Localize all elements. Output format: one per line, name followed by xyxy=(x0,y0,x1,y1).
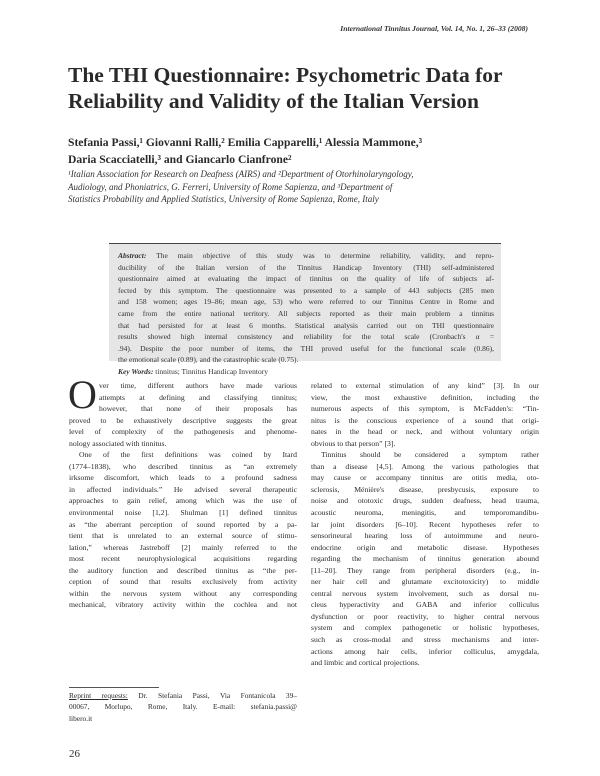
body-line: actions among hair cells, inferior colliculus, amygdala, xyxy=(311,646,539,656)
body-line: noise and ototoxic drugs, sudden deafness, head trauma, xyxy=(311,496,539,506)
body-line: approaches to gain relief, among which was the use of xyxy=(69,496,297,506)
affiliation-line: Statistics Probability and Applied Statistics, University of Rome Sapienza, Rome, Italy xyxy=(68,194,379,205)
body-line: system and complex pathogenetic or holistic hypotheses, xyxy=(311,623,539,633)
body-line: dysfunction or poor reactivity, to higher central nervous xyxy=(311,611,539,621)
body-line: lar joint disorders [6–10]. Recent hypotheses refer to xyxy=(311,519,539,529)
footnote-text: Dr. Stefania Passi, Via Fontanicola 39– xyxy=(127,691,297,700)
body-line: related to external stimulation of any kind” [3]. In our xyxy=(311,381,539,390)
authors-line: Daria Scacciatelli,³ and Giancarlo Cianfrone² xyxy=(68,153,292,166)
abstract-line: came from the entire national territory. All subjects reported as their main problem a tinnitus xyxy=(118,308,494,318)
footnote-line: libero.it xyxy=(69,713,93,723)
body-line: regarding the mechanism of tinnitus generation abound xyxy=(311,554,539,564)
keywords: tinnitus; Tinnitus Handicap Inventory xyxy=(155,366,268,376)
body-line: however, that none of their proposals has xyxy=(99,404,297,414)
abstract-line: and 158 women; ages 19–86; mean age, 53) who were referred to our Tinnitus Centre in Rome and xyxy=(118,297,494,307)
body-line: ver time, different authors have made various xyxy=(99,381,297,390)
abstract-text: The main objective of this study was to determine reliability, validity, and repro- xyxy=(156,251,494,260)
body-line: tient that is unrelated to an external source of stimu- xyxy=(69,531,297,541)
footnote xyxy=(69,690,297,724)
body-line: cleus hyperactivity and GABA and inferior colliculus xyxy=(311,600,539,610)
affiliation-line: ¹Italian Association for Research on Deafness (AIRS) and ²Department of Otorhinolaryngology, xyxy=(68,169,414,179)
author-list xyxy=(68,134,538,168)
footnote-line xyxy=(69,690,297,701)
footnote-line: 00067, Morlupo, Rome, Italy. E-mail: stefania.passi@ xyxy=(69,702,297,712)
body-line: obvious to that person” [3]. xyxy=(311,438,396,448)
body-line: attempts at defining and classifying tinnitus; xyxy=(99,392,297,402)
body-line: mechanical, vibratory activity within the cochlea and not xyxy=(69,600,297,610)
footnote-label: Reprint requests: xyxy=(69,691,128,700)
body-line: environmental noise [1,2]. Shulman [1] defined tinnitus xyxy=(69,508,297,518)
body-line: central nervous system involvement, such as dorsal nu- xyxy=(311,588,539,598)
body-line: nitus is the conscious experience of a sound that origi- xyxy=(311,415,539,425)
affiliation-line: Audiology, and Phoniatrics, G. Ferreri, University of Rome Sapienza, and ³Department of xyxy=(68,181,393,192)
footnote-rule xyxy=(69,687,159,688)
body-line: sensorineural hearing loss of autoimmune and neuro- xyxy=(311,531,539,541)
body-line: within the nervous system without any corresponding xyxy=(69,588,297,598)
keywords-line xyxy=(118,366,494,378)
running-head: International Tinnitus Journal, Vol. 14, No. 1, 26–33 (2008) xyxy=(340,24,528,33)
abstract-line: fected by this symptom. The questionnaire was presented to a sample of 443 subjects (285 men xyxy=(118,285,494,295)
abstract-line: .94). Despite the poor number of items, the THI proved useful for the functional scale (0.86), xyxy=(118,343,494,353)
abstract-line: questionnaire aimed at evaluating the impact of tinnitus on the quality of life of subjects af- xyxy=(118,274,494,284)
body-line: as “the aberrant perception of sound reported by a pa- xyxy=(69,519,297,529)
body-line: and limbic and cortical projections. xyxy=(311,658,420,668)
drop-cap: O xyxy=(68,372,97,417)
body-line: may cause or accompany tinnitus are otitis media, oto- xyxy=(311,473,539,483)
body-line: endocrine origin and metabolic disease. Hypotheses xyxy=(311,542,539,552)
abstract-line: the emotional scale (0.89), and the catastrophic scale (0.75). xyxy=(118,355,299,365)
title-line: Reliability and Validity of the Italian Version xyxy=(68,89,479,113)
article-title xyxy=(68,62,538,114)
abstract-line xyxy=(118,250,494,262)
body-line: [11–20]. They range from peripheral disorders (e.g., in- xyxy=(311,565,539,575)
abstract-line: that had persisted for at least 6 months. Statistical analysis carried out on THI questionnaire xyxy=(118,320,494,330)
body-line: the auditory function and described tinnitus as “the per- xyxy=(69,565,297,575)
left-column xyxy=(69,380,297,611)
body-line: level of complexity of the pathogenesis and phenome- xyxy=(69,427,297,437)
page-number: 26 xyxy=(69,748,80,760)
body-line: such as cross-modal and stress mechanisms and inter- xyxy=(311,635,539,645)
body-line: lation,” whereas Jastreboff [2] mainly referred to the xyxy=(69,542,297,552)
body-line: (1774–1838), who described tinnitus as “an extremely xyxy=(69,461,297,471)
title-line: The THI Questionnaire: Psychometric Data for xyxy=(68,63,503,87)
body-line: ception of sound that results exclusively from activity xyxy=(69,577,297,587)
authors-line: Stefania Passi,¹ Giovanni Ralli,² Emilia Capparelli,¹ Alessia Mammone,³ xyxy=(68,136,423,149)
abstract-line: results showed high internal consistency and reliability for the total scale (Cronbach's α = xyxy=(118,332,494,342)
body-line: in affected individuals.” He advised several therapeutic xyxy=(69,484,297,494)
body-line: acoustic neuroma, meningitis, and temporomandibu- xyxy=(311,508,539,518)
right-column xyxy=(311,380,539,669)
body-line: nology associated with tinnitus. xyxy=(69,438,167,448)
body-line: than a disease [4,5]. Among the various pathologies that xyxy=(311,461,539,471)
body-line: sclerosis, Ménière's disease, presbycusis, exposure to xyxy=(311,484,539,494)
body-line: Tinnitus should be considered a symptom rather xyxy=(321,450,539,460)
body-line: ner hair cell and glutamate excitotoxicity) to middle xyxy=(311,577,539,587)
affiliations xyxy=(68,168,538,206)
keywords-label: Key Words: xyxy=(118,366,154,376)
body-line: numerous aspects of this symptom, is McFadden's: “Tin- xyxy=(311,404,539,414)
body-line: most recent neurophysiological acquisitions regarding xyxy=(69,554,297,564)
body-line: proved to be exhaustively descriptive suggests the great xyxy=(69,415,297,425)
body-line: nates in the head or neck, and without voluntary origin xyxy=(311,427,539,437)
abstract-line: ducibility of the Italian version of the Tinnitus Handicap Inventory (THI) self-administered xyxy=(118,262,494,272)
body-line: view, the most exhaustive definition, including the xyxy=(311,392,539,402)
abstract-label: Abstract: xyxy=(118,251,147,260)
body-line: One of the first definitions was coined by Itard xyxy=(79,450,297,460)
abstract xyxy=(118,250,494,378)
body-line: irksome discomfort, which leads to a profound sadness xyxy=(69,473,297,483)
